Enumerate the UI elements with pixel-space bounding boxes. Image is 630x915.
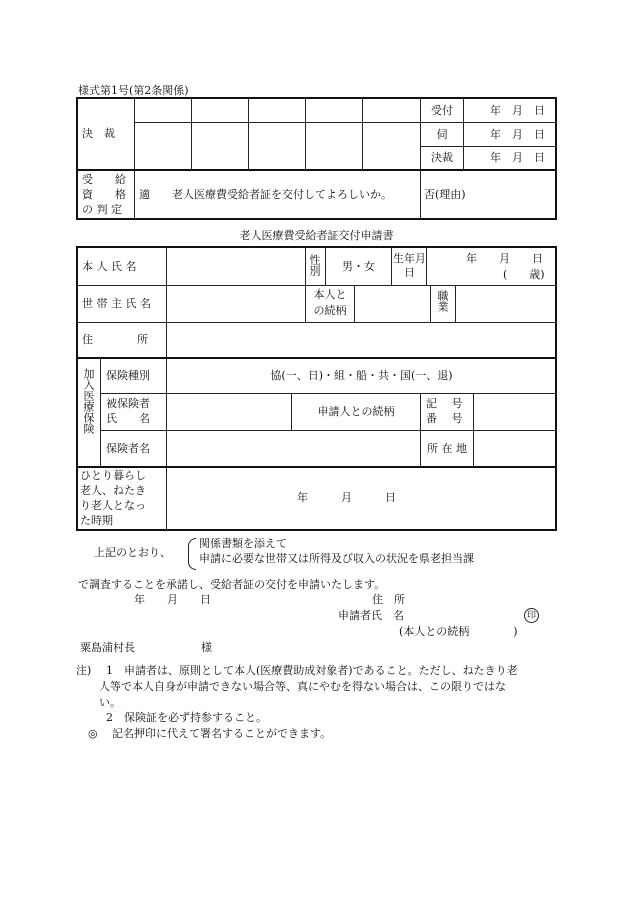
note-2-text: 保険証を必ず持参すること。 [124, 711, 267, 724]
insured-label-2: 氏 名 [106, 412, 150, 425]
address-field-label: 住 所 [372, 593, 405, 606]
living-alone-label-3: り老人となっ [80, 499, 146, 512]
reject-text: 否(理由) [424, 188, 466, 201]
inquiry-date: 年 月 日 [490, 128, 545, 141]
judgment-label-2: 資 格 [82, 188, 126, 201]
declaration-option-2: 申請に必要な世帯又は所得及び収入の状況を県老担当課 [199, 552, 474, 565]
relation-field: (本人との続柄 ) [399, 625, 518, 638]
sex-label: 性別 [308, 254, 321, 276]
judgment-label-3: の 判 定 [82, 203, 122, 216]
applicant-relation-label: 申請人との続柄 [317, 405, 395, 418]
brace-icon [188, 538, 196, 570]
location-label: 所 在 地 [427, 442, 467, 455]
insurance-type-label: 保険種別 [106, 369, 150, 382]
form-number: 様式第1号(第2条関係) [78, 84, 189, 97]
note-2-number: 2 [106, 711, 113, 724]
age-value: ( 歳) [503, 268, 545, 281]
decision-date: 年 月 日 [490, 151, 545, 164]
note-3-mark: ◎ [88, 727, 98, 740]
note-1-line-1: 申請者は、原則として本人(医療費助成対象者)であること。ただし、ねたきり老 [124, 664, 518, 677]
applicant-name-field-label: 申請者氏 名 [338, 609, 404, 622]
declaration-continuation: で調査することを承諾し、受給者証の交付を申請いたします。 [78, 578, 386, 591]
number-label-1: 記 号 [426, 397, 463, 410]
number-label-2: 番 号 [426, 412, 463, 425]
insurance-type-options[interactable]: 協(一、日)・組・船・共・国(一、退) [270, 369, 453, 382]
notes-prefix: 注) [76, 664, 92, 677]
insured-label-1: 被保険者 [106, 397, 150, 410]
living-alone-label-2: 老人、ねたき [80, 484, 146, 497]
form-title: 老人医療費受給者証交付申請書 [239, 229, 394, 242]
declaration-option-1: 関係書類を添えて [199, 537, 287, 550]
declaration-prefix: 上記のとおり、 [94, 546, 171, 559]
note-3-text: 記名押印に代えて署名することができます。 [112, 727, 332, 740]
seal-icon: 印 [524, 608, 539, 623]
relation-label-1: 本人と [313, 288, 347, 301]
occupation-label: 職業 [436, 290, 449, 312]
inquiry-label: 伺 [436, 128, 448, 141]
living-alone-label-1: ひとり暮らし [80, 469, 146, 482]
address-label: 住 所 [82, 333, 148, 346]
household-head-label: 世 帯 主 氏 名 [82, 297, 151, 310]
addressee-honorific: 様 [201, 641, 212, 654]
note-1-number: 1 [106, 664, 113, 677]
sex-options[interactable]: 男・女 [342, 260, 375, 273]
approve-text: 適 老人医療費受給者証を交付してよろしいか。 [139, 188, 392, 201]
birth-date: 年 月 日 [466, 252, 543, 265]
note-1-line-2: 人等で本人自身が申請できない場合等、真にやむを得ない場合は、この限りではな [99, 680, 506, 693]
decision-label: 決裁 [431, 151, 453, 164]
declaration-date: 年 月 日 [134, 593, 211, 606]
birth-label: 生年月日 [393, 252, 426, 279]
kessai-label: 決 裁 [82, 127, 115, 140]
living-alone-label-4: た時期 [80, 514, 113, 527]
note-1-line-3: い。 [99, 696, 121, 709]
living-alone-date: 年 月 日 [297, 491, 396, 504]
addressee: 粟島浦村長 [80, 641, 135, 654]
insurance-group-label: 加入医療保険 [82, 368, 95, 434]
applicant-name-label: 本 人 氏 名 [82, 260, 137, 273]
insurer-label: 保険者名 [106, 442, 150, 455]
judgment-label-1: 受 給 [82, 173, 126, 186]
receipt-date: 年 月 日 [490, 104, 545, 117]
approval-table [76, 97, 557, 220]
receipt-label: 受付 [431, 104, 453, 117]
relation-label-2: の続柄 [313, 304, 347, 317]
